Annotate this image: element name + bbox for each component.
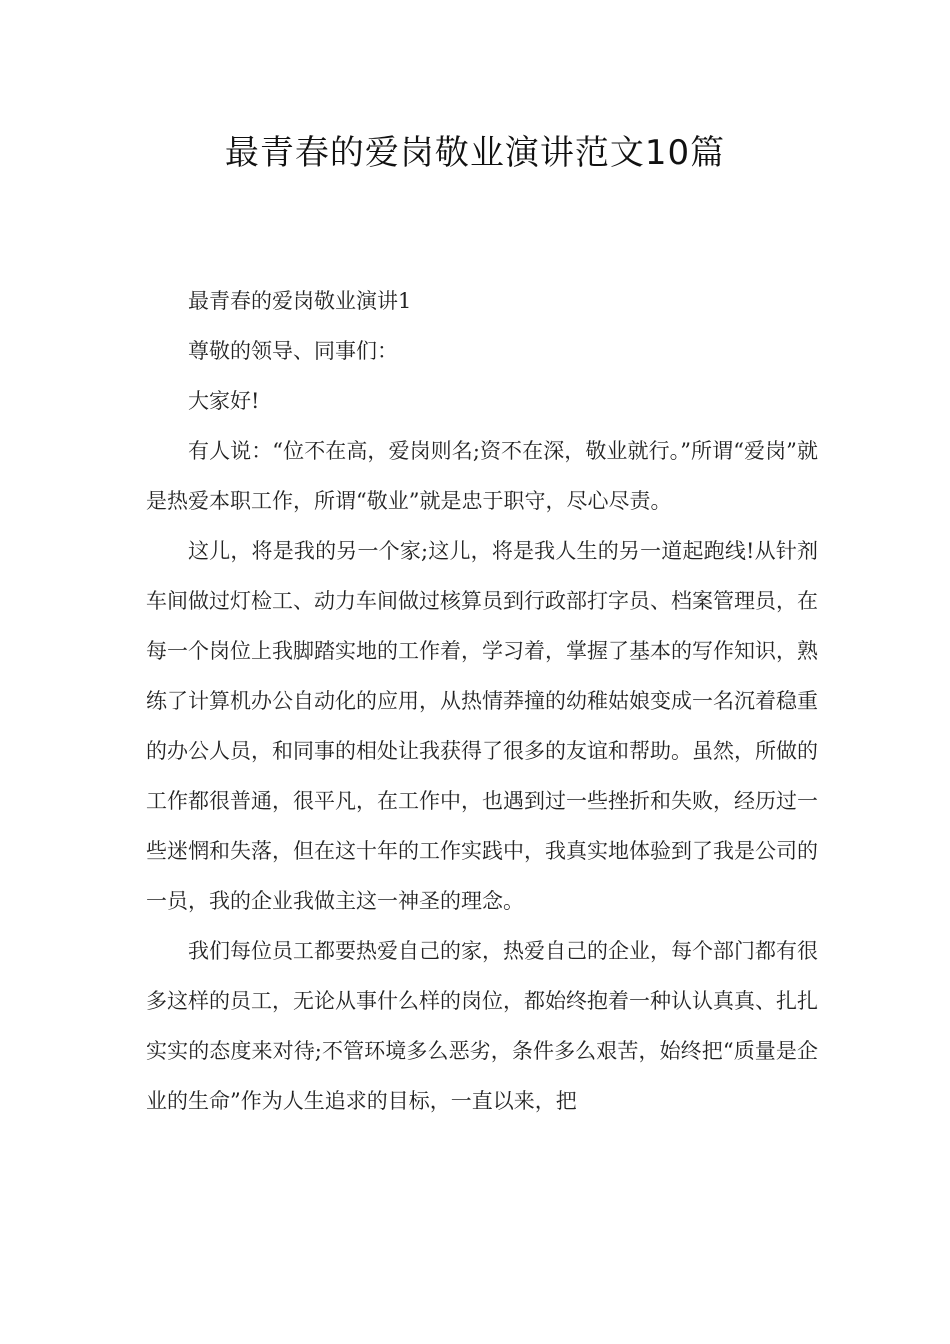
greeting: 大家好!	[188, 389, 260, 413]
document-body	[146, 276, 818, 1126]
paragraph: 有人说：“位不在高，爱岗则名;资不在深，敬业就行。”所谓“爱岗”就是热爱本职工作，所谓“敬业”就是忠于职守，尽心尽责。	[146, 439, 818, 513]
speech-heading: 最青春的爱岗敬业演讲1	[188, 289, 412, 313]
document-title: 最青春的爱岗敬业演讲范文10篇	[224, 133, 726, 173]
paragraph: 我们每位员工都要热爱自己的家，热爱自己的企业，每个部门都有很多这样的员工，无论从事什么样的岗位，都始终抱着一种认认真真、扎扎实实的态度来对待;不管环境多么恶劣，条件多么艰苦，始终把“质量是企业的生命”作为人生追求的目标，一直以来，把	[146, 939, 818, 1113]
paragraph: 这儿，将是我的另一个家;这儿，将是我人生的另一道起跑线!从针剂车间做过灯检工、动力车间做过核算员到行政部打字员、档案管理员，在每一个岗位上我脚踏实地的工作着，学习着，掌握了基本的写作知识，熟练了计算机办公自动化的应用，从热情莽撞的幼稚姑娘变成一名沉着稳重的办公人员，和同事的相处让我获得了很多的友谊和帮助。虽然，所做的工作都很普通，很平凡，在工作中，也遇到过一些挫折和失败，经历过一些迷惘和失落，但在这十年的工作实践中，我真实地体验到了我是公司的一员，我的企业我做主这一神圣的理念。	[146, 539, 818, 913]
salutation: 尊敬的领导、同事们：	[188, 339, 398, 363]
